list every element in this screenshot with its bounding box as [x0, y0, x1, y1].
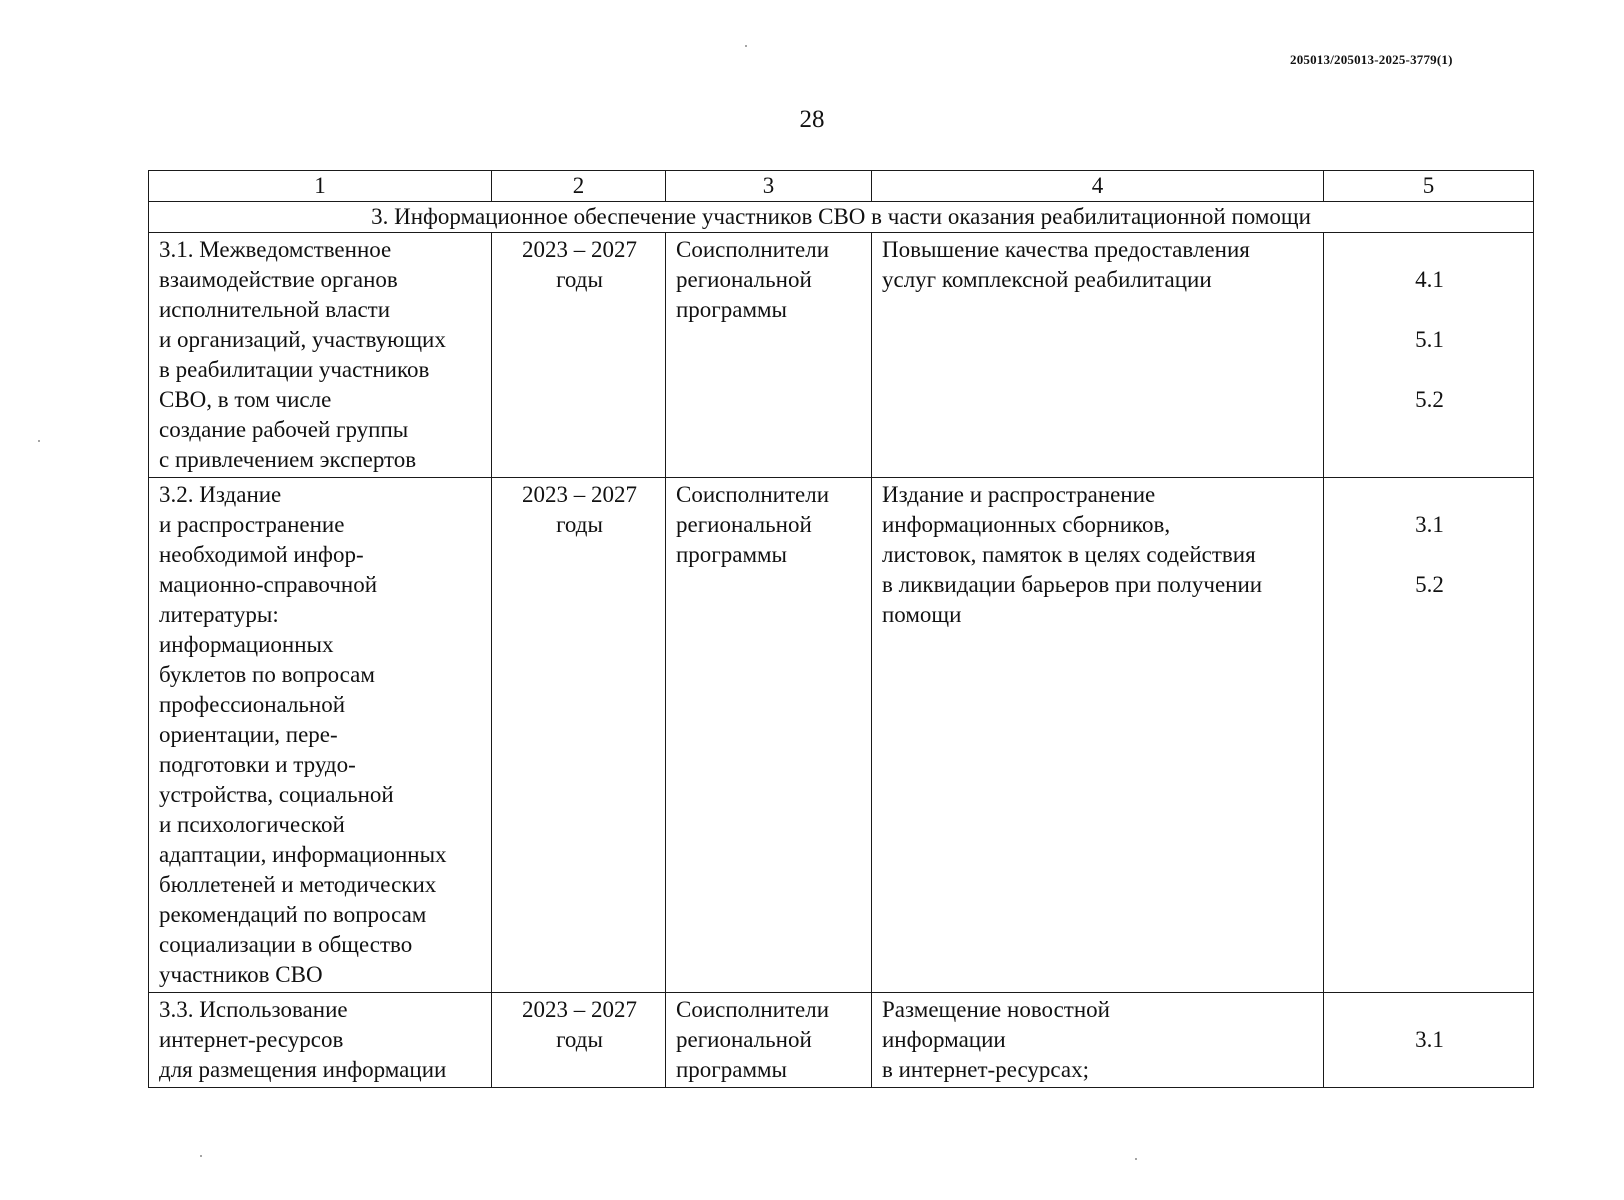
scan-speck	[38, 440, 40, 442]
section-title: 3. Информационное обеспечение участников СВО в части оказания реабилитационной помощи	[149, 202, 1534, 233]
period-cell: 2023 – 2027 годы	[492, 993, 666, 1088]
scan-speck	[1135, 1158, 1137, 1160]
document-id: 205013/205013-2025-3779(1)	[1290, 52, 1453, 67]
indicator-ref: 4.1	[1415, 267, 1444, 292]
result-cell: Повышение качества предоставления услуг комплексной реабилитации	[872, 233, 1324, 478]
result-cell: Издание и распространение информационных сборников, листовок, памяток в целях содействия в ликвидации барьеров при получении помощи	[872, 478, 1324, 993]
indicator-cell	[1324, 478, 1534, 993]
table-row	[149, 993, 1534, 1088]
column-number: 4	[872, 171, 1324, 202]
indicator-ref: 5.2	[1415, 572, 1444, 597]
result-cell: Размещение новостной информации в интернет-ресурсах;	[872, 993, 1324, 1088]
scan-speck	[745, 45, 747, 47]
indicator-cell	[1324, 993, 1534, 1088]
column-number: 3	[666, 171, 872, 202]
indicator-ref: 3.1	[1415, 1027, 1444, 1052]
executor-cell: Соисполнители региональной программы	[666, 993, 872, 1088]
table-row	[149, 478, 1534, 993]
program-table	[148, 170, 1534, 1088]
activity-cell: 3.3. Использование интернет-ресурсов для размещения информации	[149, 993, 492, 1088]
indicator-ref: 5.1	[1415, 327, 1444, 352]
activity-cell: 3.1. Межведомственное взаимодействие органов исполнительной власти и организаций, участвующих в реабилитации участников СВО, в том числе создание рабочей группы с привлечением экспертов	[149, 233, 492, 478]
period-cell: 2023 – 2027 годы	[492, 478, 666, 993]
period-cell: 2023 – 2027 годы	[492, 233, 666, 478]
page-number: 28	[799, 106, 825, 133]
scan-speck	[200, 1155, 202, 1157]
indicator-ref: 5.2	[1415, 387, 1444, 412]
activity-cell: 3.2. Издание и распространение необходимой инфор- мационно-справочной литературы: информационных буклетов по вопросам профессиональной ориентации, пере- подготовки и трудо- устройства, социальной и психологической адаптации, информационных бюллетеней и методических рекомендаций по вопросам социализации в общество участников СВО	[149, 478, 492, 993]
executor-cell: Соисполнители региональной программы	[666, 478, 872, 993]
table-row	[149, 233, 1534, 478]
column-number: 2	[492, 171, 666, 202]
indicator-ref: 3.1	[1415, 512, 1444, 537]
indicator-cell	[1324, 233, 1534, 478]
column-number: 1	[149, 171, 492, 202]
section-heading-row	[149, 202, 1534, 233]
column-number-row	[149, 171, 1534, 202]
column-number: 5	[1324, 171, 1534, 202]
executor-cell: Соисполнители региональной программы	[666, 233, 872, 478]
